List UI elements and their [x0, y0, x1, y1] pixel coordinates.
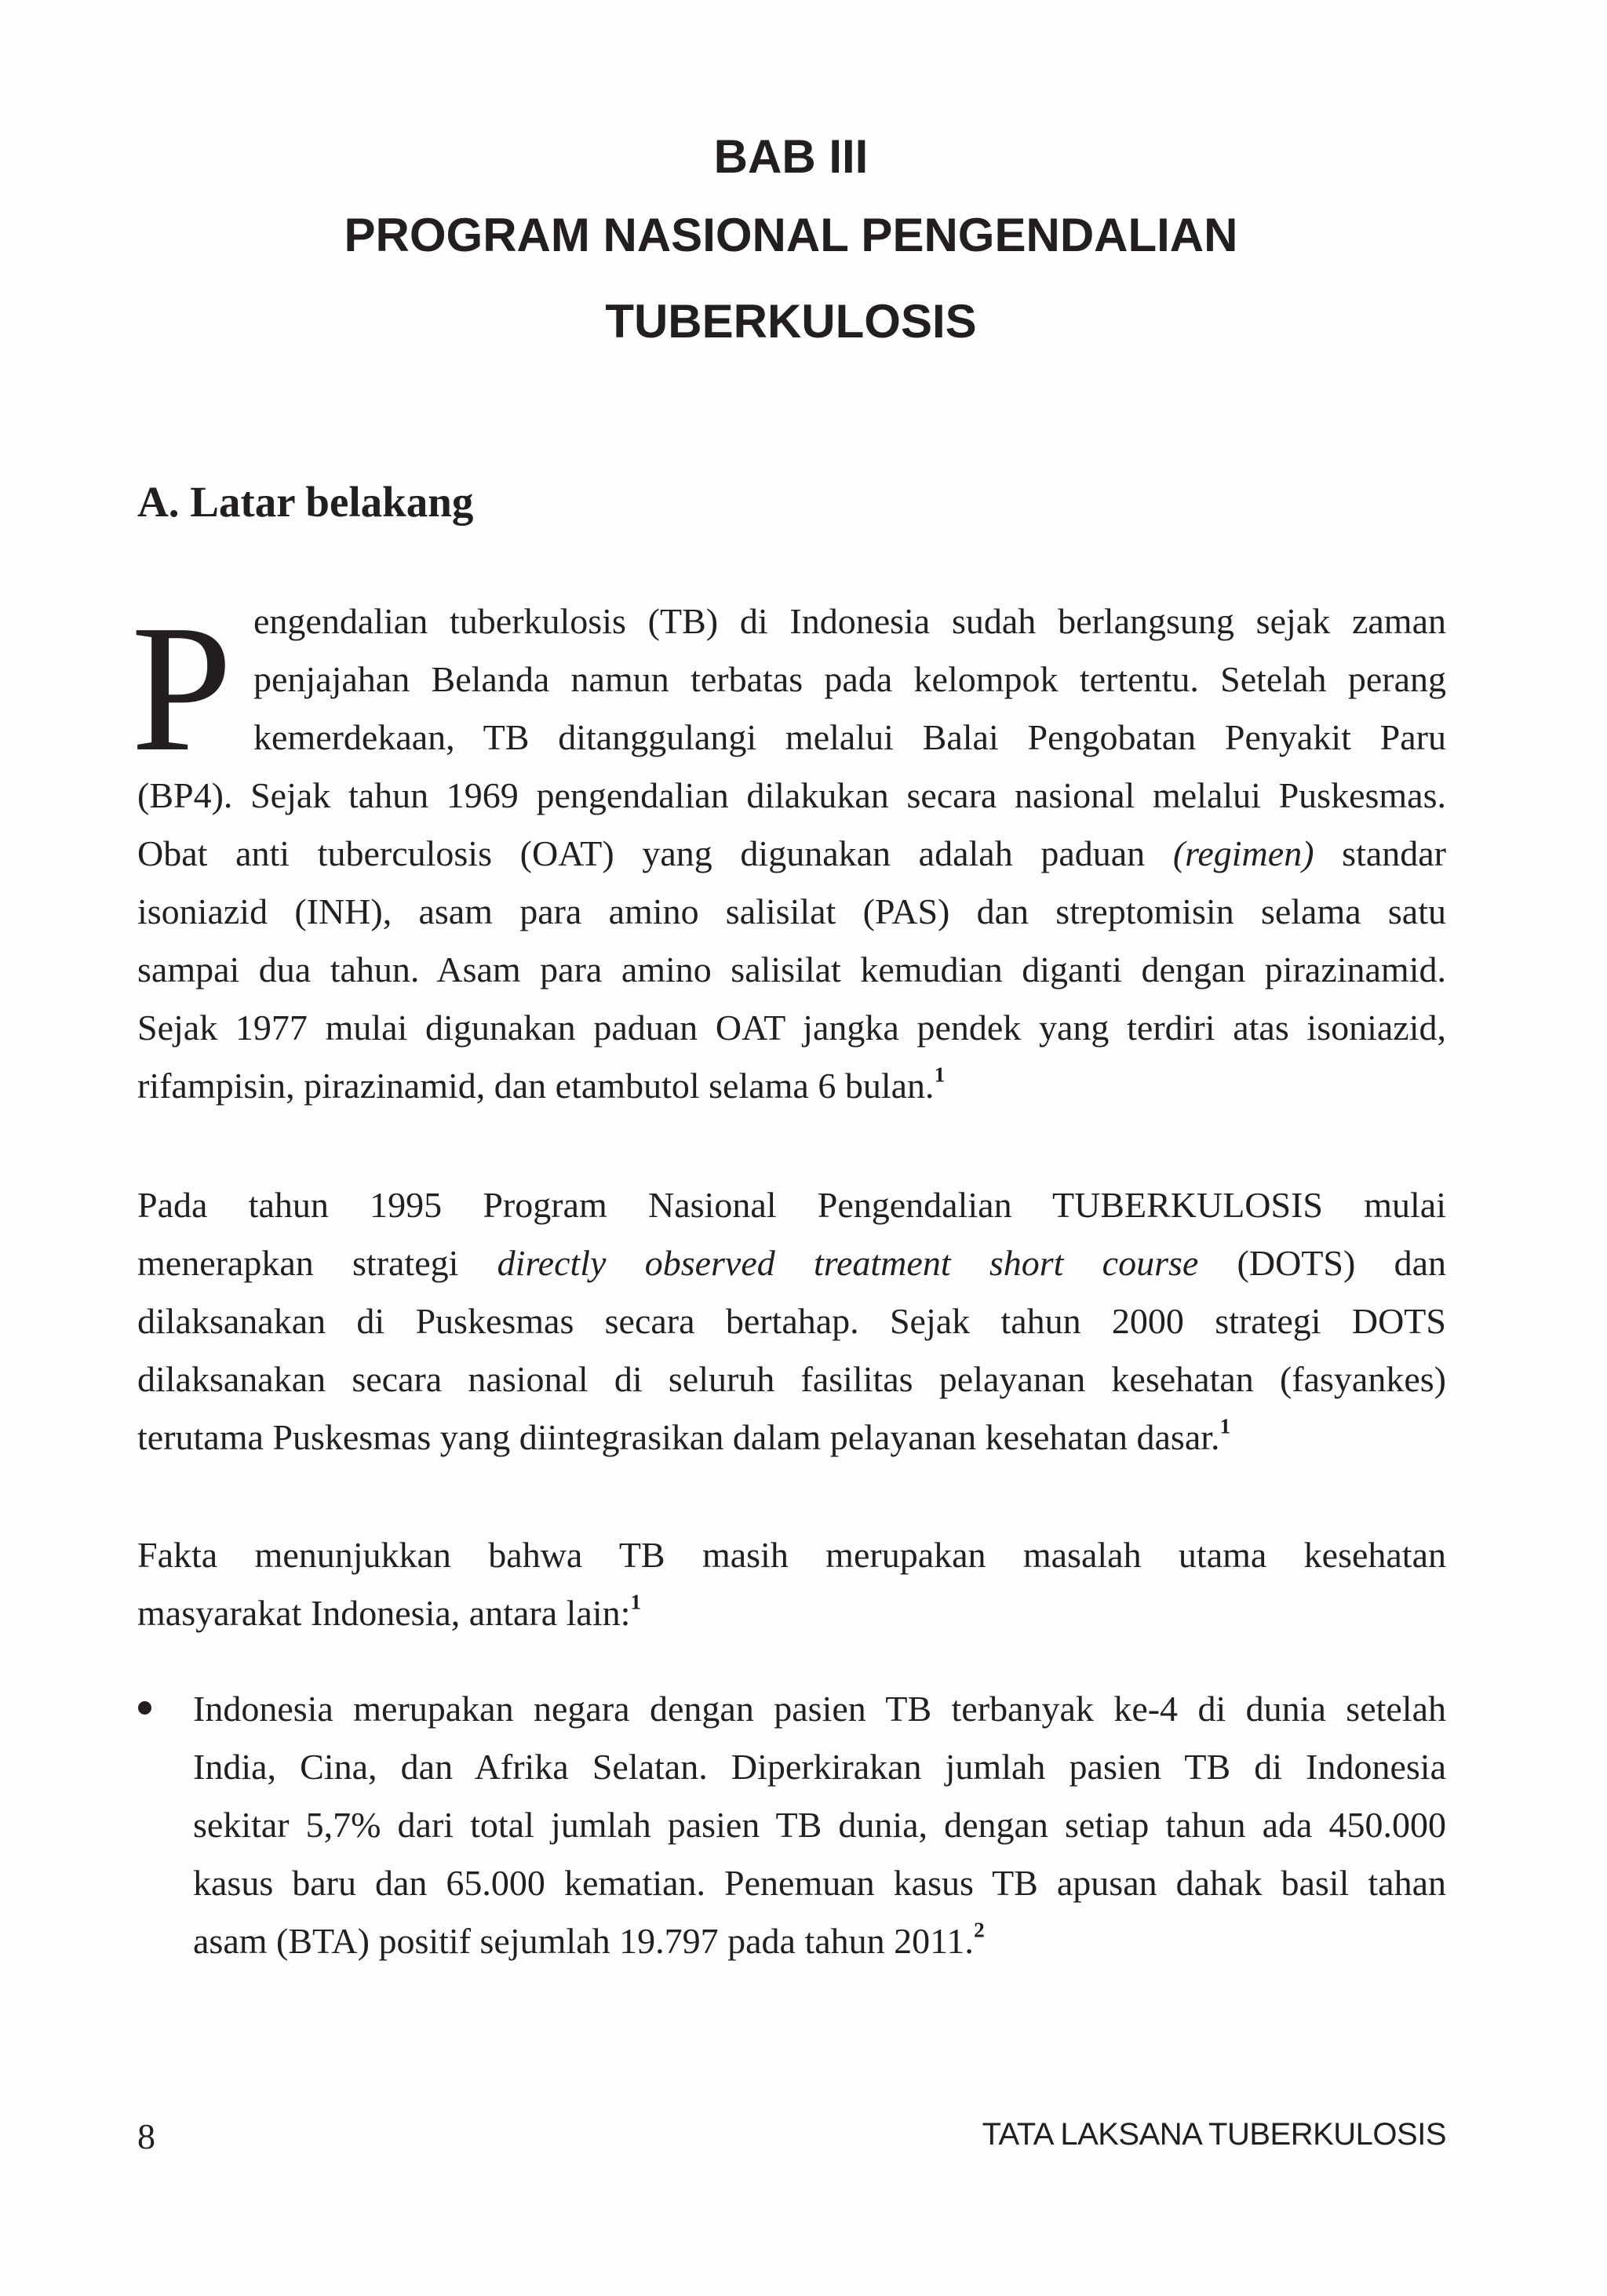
paragraph-text: menerapkan strategi [137, 1243, 497, 1283]
page-number: 8 [137, 2116, 155, 2156]
paragraph-text: rifampisin, pirazinamid, dan etambutol selama 6 bulan. [137, 1066, 935, 1106]
bullet-icon [138, 1701, 151, 1715]
bullet-line [193, 1918, 1446, 1965]
italic-term: directly observed treatment short course [497, 1243, 1199, 1283]
running-footer-title: TATA LAKSANA TUBERKULOSIS [982, 2117, 1446, 2152]
bullet-line: kasus baru dan 65.000 kematian. Penemuan kasus TB apusan dahak basil tahan [193, 1863, 1446, 1903]
paragraph-line [137, 1240, 1446, 1287]
reference-marker: 1 [934, 1062, 946, 1087]
paragraph-text: asam (BTA) positif sejumlah 19.797 pada tahun 2011. [193, 1921, 974, 1961]
chapter-title-line-2: TUBERKULOSIS [605, 295, 977, 348]
paragraph-line: dilaksanakan di Puskesmas secara bertahap. Sejak tahun 2000 strategi DOTS [137, 1301, 1446, 1341]
section-heading: A. Latar belakang [137, 478, 474, 526]
reference-marker: 1 [630, 1589, 642, 1614]
paragraph-text: Obat anti tuberculosis (OAT) yang digunakan adalah paduan [137, 833, 1173, 873]
paragraph-line: (BP4). Sejak tahun 1969 pengendalian dilakukan secara nasional melalui Puskesmas. [137, 775, 1446, 815]
reference-marker: 2 [973, 1917, 985, 1942]
chapter-title-line-1: PROGRAM NASIONAL PENGENDALIAN [344, 209, 1238, 261]
paragraph-text: (DOTS) dan [1198, 1243, 1446, 1283]
paragraph-line [137, 1062, 1446, 1110]
paragraph-line: Pada tahun 1995 Program Nasional Pengendalian TUBERKULOSIS mulai [137, 1185, 1446, 1225]
paragraph-line: kemerdekaan, TB ditanggulangi melalui Balai Pengobatan Penyakit Paru [253, 717, 1446, 757]
reference-marker: 1 [1219, 1413, 1231, 1438]
paragraph-line: isoniazid (INH), asam para amino salisilat (PAS) dan streptomisin selama satu [137, 891, 1446, 931]
paragraph-line [137, 1414, 1446, 1461]
paragraph-line: sampai dua tahun. Asam para amino salisilat kemudian diganti dengan pirazinamid. [137, 949, 1446, 989]
paragraph-text: terutama Puskesmas yang diintegrasikan dalam pelayanan kesehatan dasar. [137, 1417, 1220, 1457]
paragraph-line: Sejak 1977 mulai digunakan paduan OAT jangka pendek yang terdiri atas isoniazid, [137, 1008, 1446, 1048]
paragraph-line: Fakta menunjukkan bahwa TB masih merupakan masalah utama kesehatan [137, 1535, 1446, 1575]
paragraph-line: engendalian tuberkulosis (TB) di Indonesia sudah berlangsung sejak zaman [253, 601, 1446, 641]
paragraph-text: standar [1314, 833, 1446, 873]
chapter-number: BAB III [713, 130, 869, 183]
paragraph-line [137, 1590, 1446, 1637]
paragraph-line [137, 830, 1446, 877]
drop-cap: P [131, 588, 233, 789]
bullet-line: sekitar 5,7% dari total jumlah pasien TB dunia, dengan setiap tahun ada 450.000 [193, 1805, 1446, 1845]
bullet-line: India, Cina, dan Afrika Selatan. Diperkirakan jumlah pasien TB di Indonesia [193, 1747, 1446, 1787]
paragraph-line: dilaksanakan secara nasional di seluruh fasilitas pelayanan kesehatan (fasyankes) [137, 1359, 1446, 1399]
paragraph-line: penjajahan Belanda namun terbatas pada kelompok tertentu. Setelah perang [253, 659, 1446, 699]
bullet-line: Indonesia merupakan negara dengan pasien TB terbanyak ke-4 di dunia setelah [193, 1689, 1446, 1729]
italic-term: (regimen) [1172, 833, 1314, 873]
paragraph-text: masyarakat Indonesia, antara lain: [137, 1593, 631, 1633]
